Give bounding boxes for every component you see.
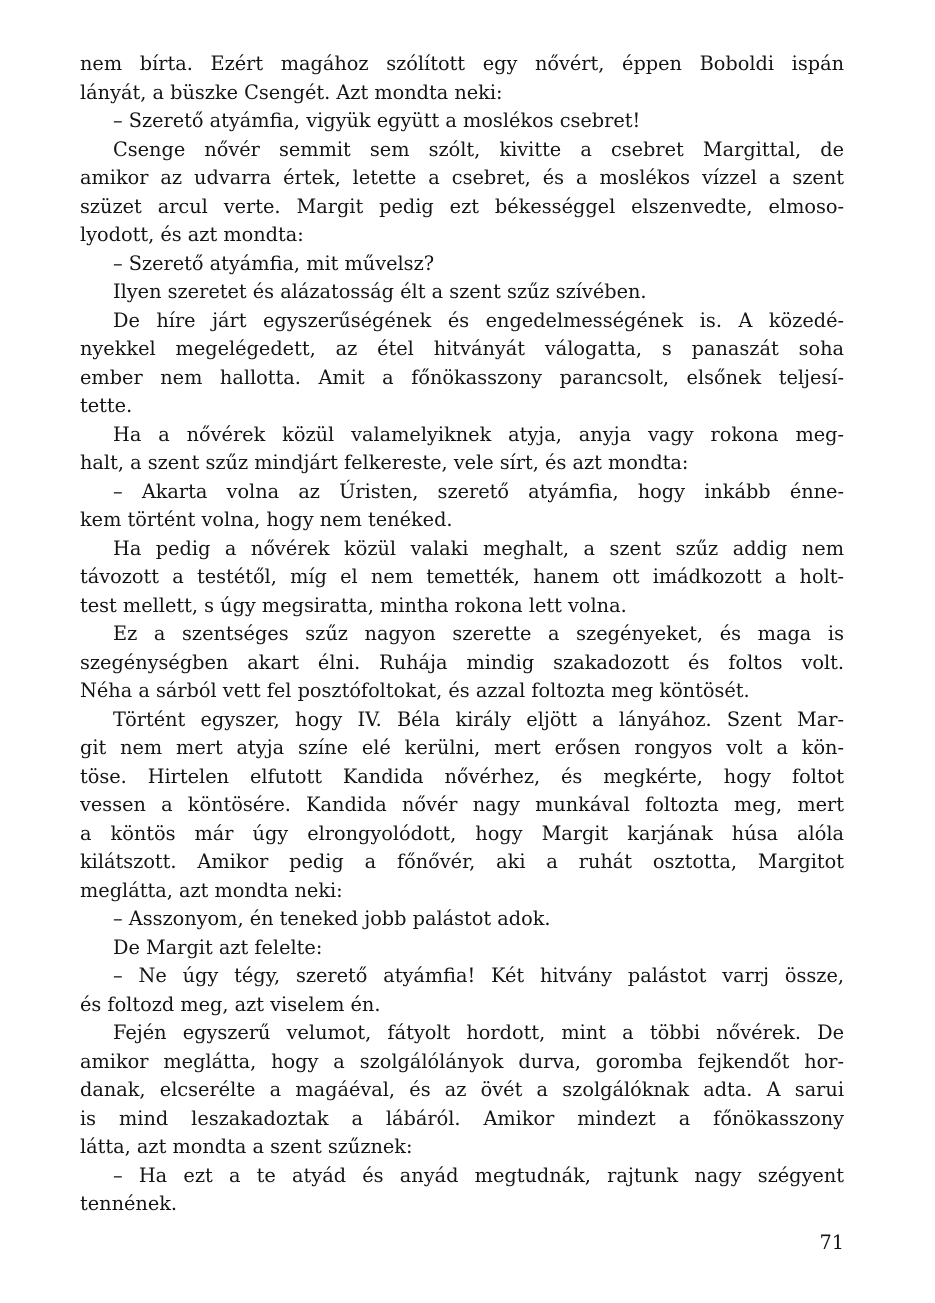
text-line: nyekkel megelégedett, az étel hitványát válogatta, s panaszát soha <box>80 337 844 360</box>
text-line: távozott a testétől, míg el nem temették, hanem ott imádkozott a holt- <box>80 565 844 588</box>
text-line: vessen a köntösére. Kandida nővér nagy munkával foltozta meg, mert <box>80 793 844 816</box>
dialogue-line: – Szerető atyámfia, vigyük együtt a moslékos csebret! <box>113 109 641 132</box>
dialogue-line: – Asszonyom, én teneked jobb palástot adok. <box>113 907 551 930</box>
text-line: meglátta, azt mondta neki: <box>80 878 343 902</box>
paragraph-start: Ilyen szeretet és alázatosság élt a szent szűz szívében. <box>113 280 647 303</box>
text-line: git nem mert atyja színe elé kerülni, mert erősen rongyos volt a kön- <box>80 736 844 759</box>
paragraph-start: Ha a nővérek közül valamelyiknek atyja, anyja vagy rokona meg- <box>113 422 844 446</box>
text-line: test mellett, s úgy megsiratta, mintha rokona lett volna. <box>80 593 627 617</box>
text-line: töse. Hirtelen elfutott Kandida nővérhez, és megkérte, hogy foltot <box>80 764 844 788</box>
paragraph-start: Csenge nővér semmit sem szólt, kivitte a csebret Margittal, de <box>113 137 844 161</box>
text-line: és foltozd meg, azt viselem én. <box>80 992 381 1016</box>
text-line: halt, a szent szűz mindjárt felkereste, vele sírt, és azt mondta: <box>80 451 689 474</box>
paragraph-start: De híre járt egyszerűségének és engedelmességének is. A közedé- <box>113 308 844 332</box>
text-line: danak, elcserélte a magáéval, és az övét a szolgálóknak adta. A sarui <box>80 1078 844 1101</box>
text-line: tennének. <box>80 1192 178 1215</box>
paragraph-start: Ha pedig a nővérek közül valaki meghalt, a szent szűz addig nem <box>113 536 844 560</box>
text-line: tette. <box>80 394 133 417</box>
dialogue-line: – Akarta volna az Úristen, szerető atyámfia, hogy inkább énne- <box>113 479 844 503</box>
text-line: nem bírta. Ezért magához szólított egy nővért, éppen Boboldi ispán <box>80 52 844 75</box>
text-line: kem történt volna, hogy nem tenéked. <box>80 508 453 531</box>
dialogue-line: – Ne úgy tégy, szerető atyámfia! Két hitvány palástot varrj össze, <box>113 964 844 987</box>
text-line: szegénységben akart élni. Ruhája mindig szakadozott és foltos volt. <box>80 650 844 674</box>
text-line: amikor meglátta, hogy a szolgálólányok durva, goromba fejkendőt hor- <box>80 1049 844 1073</box>
text-line: Néha a sárból vett fel posztófoltokat, és azzal foltozta meg köntösét. <box>80 679 750 702</box>
page-number: 71 <box>819 1231 844 1254</box>
text-line: kilátszott. Amikor pedig a főnővér, aki a ruhát osztotta, Margitot <box>80 850 844 873</box>
text-line: látta, azt mondta a szent szűznek: <box>80 1135 413 1158</box>
dialogue-line: – Szerető atyámfia, mit művelsz? <box>113 251 435 275</box>
text-line: ember nem hallotta. Amit a főnökasszony parancsolt, elsőnek teljesí- <box>80 365 844 389</box>
paragraph-start: De Margit azt felelte: <box>113 935 323 959</box>
text-line: amikor az udvarra értek, letette a csebret, és a moslékos vízzel a szent <box>80 166 844 189</box>
paragraph-start: Fején egyszerű velumot, fátyolt hordott, mint a többi nővérek. De <box>113 1021 844 1044</box>
book-page <box>80 50 844 1250</box>
text-line: lányát, a büszke Csengét. Azt mondta neki: <box>80 80 503 104</box>
text-line: lyodott, és azt mondta: <box>80 223 304 246</box>
paragraph-start: Ez a szentséges szűz nagyon szerette a szegényeket, és maga is <box>113 622 844 645</box>
text-line: szüzet arcul verte. Margit pedig ezt békességgel elszenvedte, elmoso- <box>80 194 844 218</box>
paragraph-start: Történt egyszer, hogy IV. Béla király eljött a lányához. Szent Mar- <box>113 707 844 731</box>
dialogue-line: – Ha ezt a te atyád és anyád megtudnák, rajtunk nagy szégyent <box>113 1163 844 1187</box>
text-line: a köntös már úgy elrongyolódott, hogy Margit karjának húsa alóla <box>80 821 844 845</box>
text-line: is mind leszakadoztak a lábáról. Amikor mindezt a főnökasszony <box>80 1106 844 1130</box>
